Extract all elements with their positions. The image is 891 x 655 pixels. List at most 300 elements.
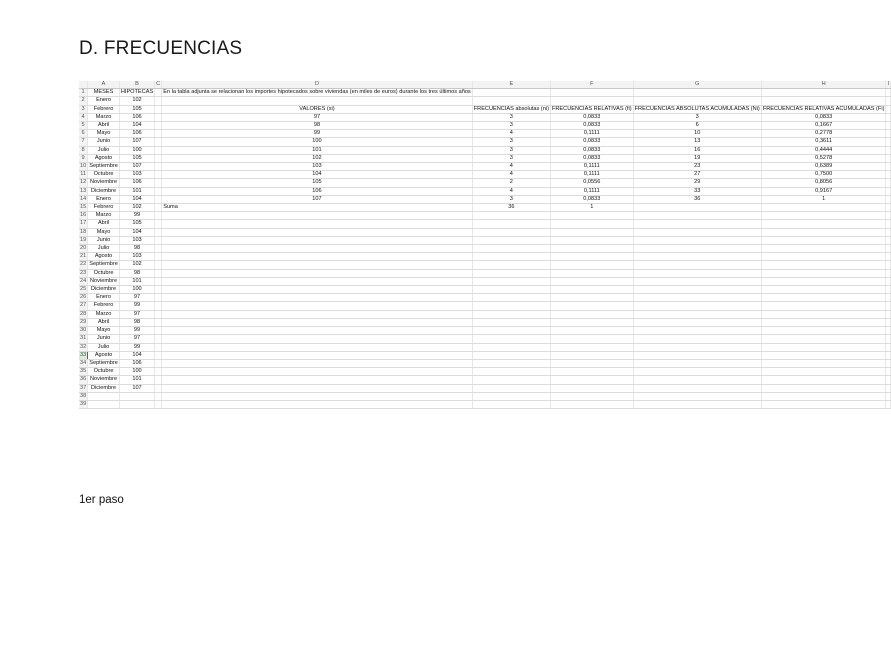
cell-d — [162, 245, 473, 253]
cell-g — [633, 351, 761, 359]
table-row — [79, 130, 891, 138]
table-row — [79, 105, 891, 113]
cell-e — [472, 269, 550, 277]
row-number: 34 — [80, 359, 87, 366]
cell-g: 16 — [633, 146, 761, 154]
cell-e — [472, 294, 550, 302]
cell-c — [155, 384, 162, 392]
cell-e: 3 — [472, 154, 550, 162]
row-number: 3 — [79, 105, 88, 113]
cell-f: 0,1111 — [550, 130, 633, 138]
page-title: D. FRECUENCIAS — [79, 38, 243, 59]
cell-a: Mayo — [88, 327, 120, 335]
cell-c — [155, 154, 162, 162]
cell-a: Diciembre — [88, 286, 120, 294]
cell-d — [162, 236, 473, 244]
cell-c — [155, 105, 162, 113]
cell-e — [472, 310, 550, 318]
cell-a: Octubre — [88, 171, 120, 179]
cell-i — [886, 335, 891, 343]
cell-h — [761, 245, 886, 253]
step-label: 1er paso — [79, 494, 124, 506]
cell-h: FRECUENCIAS RELATIVAS ACUMULADAS (Fi) — [762, 105, 885, 112]
row-number: 25 — [80, 286, 87, 293]
cell-g — [633, 384, 761, 392]
cell-c — [155, 204, 162, 212]
cell-e: 2 — [472, 179, 550, 187]
cell-i — [886, 212, 891, 220]
cell-a: Julio — [88, 245, 120, 253]
row-number: 36 — [80, 376, 87, 383]
cell-c — [155, 392, 162, 400]
cell-i — [886, 204, 891, 212]
cell-g — [633, 228, 761, 236]
cell-a: Junio — [88, 138, 120, 146]
cell-b: 103 — [119, 171, 154, 179]
cell-h: 0,2778 — [761, 130, 886, 138]
row-number: 32 — [80, 343, 87, 350]
cell-g: 36 — [633, 195, 761, 203]
cell-a: Octubre — [88, 269, 120, 277]
cell-g — [633, 245, 761, 253]
cell-a: Enero — [88, 195, 120, 203]
cell-h — [761, 384, 886, 392]
cell-e: 3 — [472, 113, 550, 121]
cell-g: 10 — [633, 130, 761, 138]
cell-h — [761, 228, 886, 236]
table-row — [79, 195, 891, 203]
column-header: D — [162, 81, 473, 89]
cell-e — [472, 318, 550, 326]
cell-c — [155, 261, 162, 269]
cell-e — [472, 376, 550, 384]
cell-g — [633, 212, 761, 220]
cell-i — [886, 122, 891, 130]
cell-i — [886, 245, 891, 253]
cell-d — [162, 359, 473, 367]
cell-c — [155, 146, 162, 154]
cell-h — [761, 376, 886, 384]
cell-h: 0,7500 — [761, 171, 886, 179]
cell-a: Agosto — [88, 154, 120, 162]
cell-c — [155, 122, 162, 130]
cell-a — [88, 400, 120, 408]
cell-f — [550, 359, 633, 367]
cell-d: 103 — [162, 163, 473, 171]
cell-g — [633, 277, 761, 285]
cell-d: 101 — [162, 146, 473, 154]
table-row — [79, 335, 891, 343]
row-number: 26 — [80, 294, 87, 301]
cell-a: Agosto — [88, 253, 120, 261]
cell-d — [162, 376, 473, 384]
cell-i — [886, 261, 891, 269]
cell-c — [155, 302, 162, 310]
cell-d — [162, 343, 473, 351]
cell-i — [886, 343, 891, 351]
cell-g — [633, 359, 761, 367]
row-number: 10 — [80, 163, 87, 170]
cell-i — [886, 236, 891, 244]
cell-g: 6 — [633, 122, 761, 130]
cell-g: FRECUENCIAS ABSOLUTAS ACUMULADAS (Ni) — [634, 105, 760, 112]
row-number: 9 — [79, 154, 88, 162]
cell-g — [633, 89, 761, 97]
row-number: 20 — [80, 245, 87, 252]
cell-f — [550, 392, 633, 400]
cell-c — [155, 171, 162, 179]
cell-b: 106 — [119, 130, 154, 138]
cell-i — [886, 392, 891, 400]
cell-b: 106 — [119, 359, 154, 367]
row-number: 13 — [80, 187, 87, 194]
cell-a: Noviembre — [88, 376, 120, 384]
row-number: 23 — [80, 269, 87, 276]
cell-h — [761, 277, 886, 285]
cell-a: Abril — [88, 318, 120, 326]
table-row — [79, 376, 891, 384]
cell-c — [155, 163, 162, 171]
cell-c — [155, 376, 162, 384]
cell-d: VALORES (xi) — [162, 105, 473, 113]
cell-d — [162, 277, 473, 285]
cell-e — [472, 245, 550, 253]
cell-f — [550, 261, 633, 269]
cell-e: 36 — [472, 204, 550, 212]
cell-f — [550, 302, 633, 310]
cell-i — [886, 294, 891, 302]
row-number: 19 — [80, 236, 87, 243]
table-row — [79, 343, 891, 351]
cell-f — [550, 310, 633, 318]
cell-a: Mayo — [88, 228, 120, 236]
row-number: 16 — [80, 212, 87, 219]
cell-d — [162, 97, 473, 105]
cell-h: 1 — [761, 195, 886, 203]
cell-b: 97 — [119, 310, 154, 318]
cell-i — [886, 171, 891, 179]
cell-i — [886, 368, 891, 376]
cell-h — [761, 269, 886, 277]
cell-b: 99 — [119, 212, 154, 220]
cell-i — [886, 269, 891, 277]
cell-c — [155, 89, 162, 97]
cell-d — [162, 384, 473, 392]
cell-h: 0,8056 — [761, 179, 886, 187]
cell-d: 105 — [162, 179, 473, 187]
table-row — [79, 154, 891, 162]
cell-i — [886, 179, 891, 187]
cell-f — [550, 269, 633, 277]
table-row — [79, 318, 891, 326]
cell-i — [886, 228, 891, 236]
table-row — [79, 146, 891, 154]
column-header: H — [761, 81, 886, 89]
cell-d — [162, 294, 473, 302]
cell-c — [155, 113, 162, 121]
cell-c — [155, 269, 162, 277]
cell-g: 13 — [633, 138, 761, 146]
cell-a: Febrero — [88, 302, 120, 310]
cell-a: Marzo — [88, 212, 120, 220]
cell-d — [162, 269, 473, 277]
cell-d: 97 — [162, 113, 473, 121]
cell-d — [162, 327, 473, 335]
cell-f — [550, 343, 633, 351]
cell-i — [886, 105, 891, 113]
column-header: C — [156, 81, 161, 87]
row-number: 7 — [79, 138, 88, 146]
table-row — [79, 138, 891, 146]
cell-e — [472, 228, 550, 236]
cell-g — [633, 400, 761, 408]
cell-i — [886, 89, 891, 97]
cell-c — [155, 277, 162, 285]
cell-b: 102 — [119, 204, 154, 212]
row-number: 28 — [80, 310, 87, 317]
cell-c — [155, 310, 162, 318]
cell-h — [761, 212, 886, 220]
cell-g — [633, 269, 761, 277]
table-row — [79, 212, 891, 220]
cell-f — [550, 277, 633, 285]
table-row — [79, 122, 891, 130]
row-number: 39 — [80, 400, 87, 407]
cell-c — [155, 286, 162, 294]
cell-e — [472, 236, 550, 244]
row-number: 15 — [80, 204, 87, 211]
cell-d — [162, 400, 473, 408]
column-header: A — [88, 81, 120, 89]
cell-g — [633, 318, 761, 326]
cell-g — [633, 368, 761, 376]
row-number: 12 — [80, 179, 87, 186]
cell-e: 3 — [472, 195, 550, 203]
cell-b: 103 — [119, 236, 154, 244]
cell-g — [633, 261, 761, 269]
cell-e — [472, 212, 550, 220]
row-number: 31 — [80, 335, 87, 342]
cell-a — [88, 392, 120, 400]
cell-e — [472, 335, 550, 343]
cell-i — [886, 286, 891, 294]
cell-e: FRECUENCIAS absolutas (ni) — [473, 105, 549, 112]
cell-a: Enero — [88, 97, 120, 105]
cell-h: 0,1667 — [761, 122, 886, 130]
cell-g — [633, 302, 761, 310]
cell-h — [761, 253, 886, 261]
cell-i — [886, 277, 891, 285]
cell-c — [155, 343, 162, 351]
cell-e — [472, 261, 550, 269]
cell-h: 0,5278 — [761, 154, 886, 162]
cell-b: 99 — [119, 327, 154, 335]
table-row — [79, 261, 891, 269]
cell-h: 0,0833 — [761, 113, 886, 121]
cell-a: Julio — [88, 343, 120, 351]
table-row — [79, 400, 891, 408]
cell-h — [761, 261, 886, 269]
cell-d: 107 — [162, 195, 473, 203]
cell-b: 104 — [119, 351, 154, 359]
cell-h — [761, 327, 886, 335]
cell-b: 106 — [119, 113, 154, 121]
table-row — [79, 327, 891, 335]
cell-b: 105 — [119, 105, 154, 113]
table-row — [79, 187, 891, 195]
cell-b: 99 — [119, 343, 154, 351]
cell-a: Diciembre — [88, 384, 120, 392]
caption-cell: En la tabla adjunta se relacionan los importes hipotecados sobre viviendas (en miles de euros) durante los tres últimos años — [163, 89, 471, 96]
cell-d — [162, 253, 473, 261]
cell-f — [550, 89, 633, 97]
cell-g — [633, 97, 761, 105]
cell-e — [472, 400, 550, 408]
cell-b: 97 — [119, 335, 154, 343]
cell-f — [550, 335, 633, 343]
cell-h: 0,9167 — [761, 187, 886, 195]
table-row — [79, 368, 891, 376]
cell-a: Septiembre — [89, 261, 118, 268]
table-row — [79, 294, 891, 302]
cell-f — [550, 228, 633, 236]
row-number: 37 — [80, 384, 87, 391]
cell-e: 4 — [472, 187, 550, 195]
cell-g — [633, 310, 761, 318]
cell-b: 104 — [119, 122, 154, 130]
cell-c — [155, 212, 162, 220]
row-number: 2 — [79, 97, 88, 105]
cell-i — [886, 97, 891, 105]
cell-b: 107 — [119, 163, 154, 171]
cell-f — [550, 368, 633, 376]
cell-e — [472, 97, 550, 105]
cell-e: 4 — [472, 163, 550, 171]
table-row — [79, 228, 891, 236]
cell-e: 3 — [472, 146, 550, 154]
cell-a: Julio — [88, 146, 120, 154]
cell-i — [886, 400, 891, 408]
cell-a: Febrero — [88, 204, 120, 212]
cell-f: 0,1111 — [550, 171, 633, 179]
cell-g: 3 — [633, 113, 761, 121]
cell-e: 3 — [472, 122, 550, 130]
row-number: 22 — [80, 261, 87, 268]
cell-i — [886, 351, 891, 359]
cell-f — [550, 212, 633, 220]
cell-h — [761, 351, 886, 359]
column-header: I — [887, 81, 890, 87]
cell-g — [633, 327, 761, 335]
cell-b: 107 — [119, 384, 154, 392]
cell-c — [155, 245, 162, 253]
cell-i — [886, 327, 891, 335]
cell-b: 100 — [119, 368, 154, 376]
cell-a: Enero — [88, 294, 120, 302]
row-number: 18 — [80, 228, 87, 235]
cell-e — [472, 327, 550, 335]
cell-c — [155, 179, 162, 187]
cell-b: HIPOTECAS — [120, 89, 154, 96]
cell-e — [472, 351, 550, 359]
cell-i — [886, 376, 891, 384]
cell-g — [633, 204, 761, 212]
cell-e — [472, 343, 550, 351]
cell-b: 104 — [119, 228, 154, 236]
cell-b: 98 — [119, 318, 154, 326]
cell-c — [155, 400, 162, 408]
table-row — [79, 253, 891, 261]
cell-f: 1 — [550, 204, 633, 212]
cell-c — [155, 187, 162, 195]
spreadsheet-screenshot — [79, 81, 890, 483]
cell-c — [155, 228, 162, 236]
row-number: 14 — [80, 195, 87, 202]
cell-b: 101 — [119, 187, 154, 195]
cell-h — [761, 318, 886, 326]
cell-d — [162, 368, 473, 376]
cell-d: 98 — [162, 122, 473, 130]
cell-c — [155, 318, 162, 326]
cell-b: 102 — [119, 97, 154, 105]
cell-e — [472, 359, 550, 367]
cell-h — [761, 400, 886, 408]
cell-e — [472, 392, 550, 400]
cell-a: MESES — [88, 89, 120, 97]
table-row — [79, 171, 891, 179]
cell-h — [761, 310, 886, 318]
table-row — [79, 392, 891, 400]
cell-a: Noviembre — [88, 179, 120, 187]
table-row — [79, 179, 891, 187]
cell-i — [886, 195, 891, 203]
cell-g: 19 — [633, 154, 761, 162]
cell-f: 0,0833 — [550, 113, 633, 121]
cell-f — [550, 286, 633, 294]
cell-h — [761, 343, 886, 351]
cell-d — [162, 392, 473, 400]
table-row — [79, 269, 891, 277]
cell-f: 0,0833 — [550, 138, 633, 146]
cell-i — [886, 154, 891, 162]
column-header-row — [79, 81, 891, 89]
table-row — [79, 277, 891, 285]
cell-e — [472, 368, 550, 376]
cell-g — [633, 236, 761, 244]
cell-g — [633, 343, 761, 351]
table-row — [79, 310, 891, 318]
cell-g — [633, 253, 761, 261]
cell-d — [162, 220, 473, 228]
cell-i — [886, 302, 891, 310]
cell-b: 103 — [119, 253, 154, 261]
cell-f — [550, 245, 633, 253]
cell-h — [761, 236, 886, 244]
cell-e — [472, 286, 550, 294]
cell-f — [550, 384, 633, 392]
cell-h — [761, 97, 886, 105]
cell-h — [761, 368, 886, 376]
table-row — [79, 236, 891, 244]
cell-b: 105 — [119, 220, 154, 228]
cell-h — [761, 359, 886, 367]
cell-e: 3 — [472, 138, 550, 146]
cell-f: 0,1111 — [550, 187, 633, 195]
cell-i — [886, 163, 891, 171]
cell-b — [119, 400, 154, 408]
cell-f — [550, 400, 633, 408]
cell-b: 97 — [119, 294, 154, 302]
